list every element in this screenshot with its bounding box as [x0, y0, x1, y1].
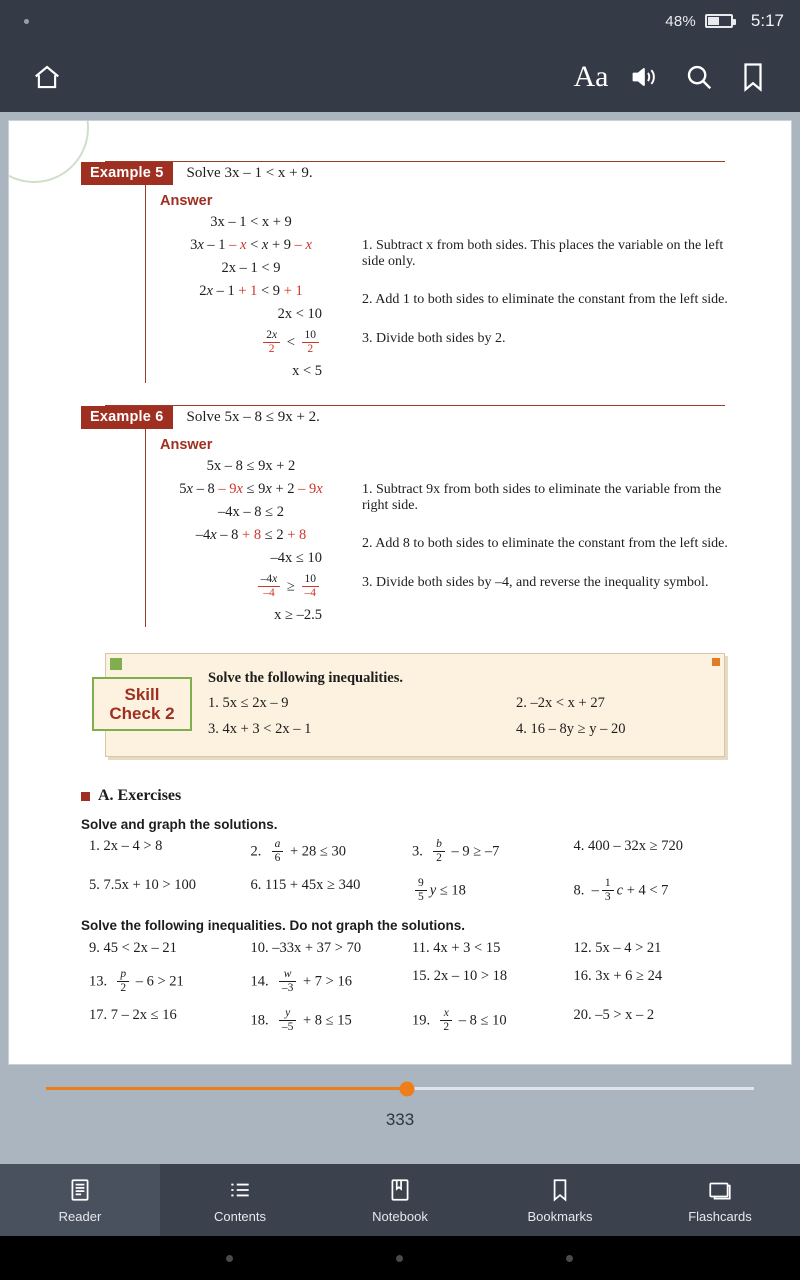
skill-tag-line2: Check 2 — [109, 704, 175, 724]
exercise-item: 3. $\frac{b}{2}$ – 9 ≥ –7 — [412, 838, 500, 865]
recents-button[interactable] — [566, 1255, 573, 1262]
page-viewport[interactable] — [0, 112, 800, 1164]
math-line: –4x – 8 ≤ 2 — [218, 504, 284, 521]
exercise-item: 15. 2x – 10 > 18 — [412, 968, 508, 985]
example-prompt: Solve 5x – 8 ≤ 9x + 2. — [186, 409, 320, 426]
exercise-item: 11. 4x + 3 < 15 — [412, 940, 501, 957]
exercise-item: 2. $\frac{a}{6}$ + 28 ≤ 30 — [250, 838, 347, 865]
exercise-item: 8. – $\frac{1}{3}$ c + 4 < 7 — [573, 877, 669, 904]
speaker-icon — [629, 63, 661, 91]
exercise-item: 18. $\frac{y}{-5}$ + 8 ≤ 15 — [250, 1007, 352, 1034]
notes-column — [356, 211, 735, 383]
skill-check-tag — [92, 677, 192, 731]
notes-column — [356, 455, 735, 627]
nav-item-bookmarks[interactable] — [480, 1164, 640, 1236]
exercise-group-2 — [81, 940, 735, 1035]
back-button[interactable] — [226, 1255, 233, 1262]
math-column — [146, 211, 356, 383]
nav-label: Contents — [213, 1208, 267, 1224]
section-square-icon — [81, 792, 90, 801]
exercise-item: 16. 3x + 6 ≥ 24 — [573, 968, 663, 985]
system-navigation-bar — [0, 1236, 800, 1280]
example-body — [145, 185, 735, 383]
font-size-button[interactable] — [564, 50, 618, 104]
step-note: 2. Add 1 to both sides to eliminate the constant from the left side. — [362, 292, 728, 307]
audio-button[interactable] — [618, 50, 672, 104]
exercise-item: 13. $\frac{p}{2}$ – 6 > 21 — [89, 968, 184, 995]
step-note: 1. Subtract 9x from both sides to eliminate the variable from the right side. — [362, 482, 722, 514]
step-note: 3. Divide both sides by –4, and reverse the inequality symbol. — [362, 575, 709, 591]
exercise-item: 10. –33x + 37 > 70 — [250, 940, 362, 957]
step-note: 3. Divide both sides by 2. — [362, 331, 506, 346]
skill-item: 3. 4x + 3 < 2x – 1 — [208, 721, 312, 738]
notebook-icon — [387, 1177, 413, 1203]
math-line: x ≥ –2.5 — [274, 607, 322, 624]
exercise-item: 17. 7 – 2x ≤ 16 — [89, 1007, 177, 1024]
nav-label: Notebook — [372, 1208, 428, 1224]
exercises-instruction-2: Solve the following inequalities. Do not graph the solutions. — [81, 918, 466, 934]
exercises-heading — [81, 787, 735, 805]
bottom-nav — [0, 1164, 800, 1236]
camera-dot-icon — [24, 19, 29, 24]
example-body — [145, 429, 735, 627]
example-prompt: Solve 3x – 1 < x + 9. — [186, 165, 313, 181]
example-steps — [146, 455, 735, 627]
step-note: 2. Add 8 to both sides to eliminate the constant from the left side. — [362, 536, 728, 552]
skill-item: 2. –2x < x + 27 — [516, 695, 605, 712]
nav-label: Flashcards — [688, 1208, 752, 1224]
math-line-fraction: $\frac{2x}{2}$ < $\frac{10}{2}$ — [146, 326, 356, 360]
progress-knob[interactable] — [400, 1081, 415, 1096]
exercise-group-1 — [81, 838, 735, 905]
exercise-item: 5. 7.5x + 10 > 100 — [89, 877, 196, 894]
bookmark-icon — [740, 62, 766, 92]
nav-item-notebook[interactable] — [320, 1164, 480, 1236]
nav-item-flashcards[interactable] — [640, 1164, 800, 1236]
math-line: 5x – 8 ≤ 9x + 2 — [206, 458, 296, 475]
math-line: –4x ≤ 10 — [270, 550, 322, 567]
home-button[interactable] — [20, 50, 74, 104]
math-line: –4x – 8 + 8 ≤ 2 + 8 — [195, 527, 307, 544]
example-tag: Example 6 — [81, 406, 173, 429]
skill-check-body — [192, 670, 724, 738]
example-block-6 — [81, 405, 735, 627]
answer-label: Answer — [160, 437, 213, 454]
math-line: 2x – 1 < 9 — [221, 260, 281, 276]
math-line: 3x – 1 – x < x + 9 – x — [190, 237, 312, 253]
math-line: 3x – 1 < x + 9 — [210, 214, 292, 230]
exercise-item: 9. 45 < 2x – 21 — [89, 940, 177, 957]
search-button[interactable] — [672, 50, 726, 104]
example-header — [81, 162, 735, 185]
example-block-5 — [81, 161, 735, 383]
bookmark-icon — [547, 1177, 573, 1203]
nav-item-reader[interactable] — [0, 1164, 160, 1236]
exercise-item: 6. 115 + 45x ≥ 340 — [250, 877, 361, 894]
math-line: 5x – 8 – 9x ≤ 9x + 2 – 9x — [179, 481, 323, 498]
exercise-item: 19. $\frac{x}{2}$ – 8 ≤ 10 — [412, 1007, 507, 1034]
page-content — [9, 121, 791, 1035]
exercise-item: 4. 400 – 32x ≥ 720 — [573, 838, 683, 855]
nav-label: Reader — [58, 1208, 102, 1224]
page-number: 333 — [385, 1110, 415, 1129]
progress-fill — [46, 1087, 407, 1090]
flashcards-icon — [707, 1177, 733, 1203]
math-line-fraction: $\frac{-4x}{-4}$ ≥ $\frac{10}{-4}$ — [146, 570, 356, 604]
answer-label: Answer — [160, 193, 213, 209]
nav-item-contents[interactable] — [160, 1164, 320, 1236]
progress-row[interactable] — [8, 1065, 792, 1090]
skill-check-title: Solve the following inequalities. — [208, 670, 403, 687]
math-line: 2x – 1 + 1 < 9 + 1 — [199, 283, 303, 299]
example-steps — [146, 211, 735, 383]
example-tag: Example 5 — [81, 162, 173, 185]
skill-check-items — [208, 695, 724, 738]
exercises-instruction-1: Solve and graph the solutions. — [81, 817, 278, 833]
skill-check-box — [105, 653, 725, 757]
home-icon — [32, 62, 62, 92]
battery-percent: 48% — [665, 12, 696, 30]
status-clock: 5:17 — [750, 11, 784, 30]
exercise-item: 12. 5x – 4 > 21 — [573, 940, 662, 957]
font-size-label: Aa — [573, 60, 609, 93]
math-line: 2x < 10 — [277, 306, 322, 322]
exercises-section — [81, 787, 735, 1035]
battery-icon — [705, 14, 733, 28]
nav-label: Bookmarks — [527, 1208, 593, 1224]
math-line: x < 5 — [292, 363, 322, 380]
home-button-system[interactable] — [396, 1255, 403, 1262]
progress-track[interactable] — [46, 1087, 754, 1090]
status-bar — [0, 0, 800, 42]
skill-item: 4. 16 – 8y ≥ y – 20 — [516, 721, 626, 738]
app-toolbar — [0, 42, 800, 112]
book-page[interactable] — [8, 120, 792, 1065]
skill-tag-line1: Skill — [124, 685, 160, 704]
exercise-item: $\frac{9}{5}$ y ≤ 18 — [412, 877, 574, 905]
exercise-item: 20. –5 > x – 2 — [573, 1007, 655, 1024]
example-header — [81, 406, 735, 429]
list-icon — [227, 1177, 253, 1203]
step-note: 1. Subtract x from both sides. This places the variable on the left side only. — [362, 238, 724, 269]
exercises-heading-text: A. Exercises — [98, 787, 182, 805]
exercise-item: 14. $\frac{w}{-3}$ + 7 > 16 — [250, 968, 352, 995]
skill-item: 1. 5x ≤ 2x – 9 — [208, 695, 289, 712]
exercise-item: 1. 2x – 4 > 8 — [89, 838, 163, 855]
search-icon — [684, 62, 714, 92]
reader-icon — [67, 1177, 93, 1203]
math-column — [146, 455, 356, 627]
bookmark-button[interactable] — [726, 50, 780, 104]
